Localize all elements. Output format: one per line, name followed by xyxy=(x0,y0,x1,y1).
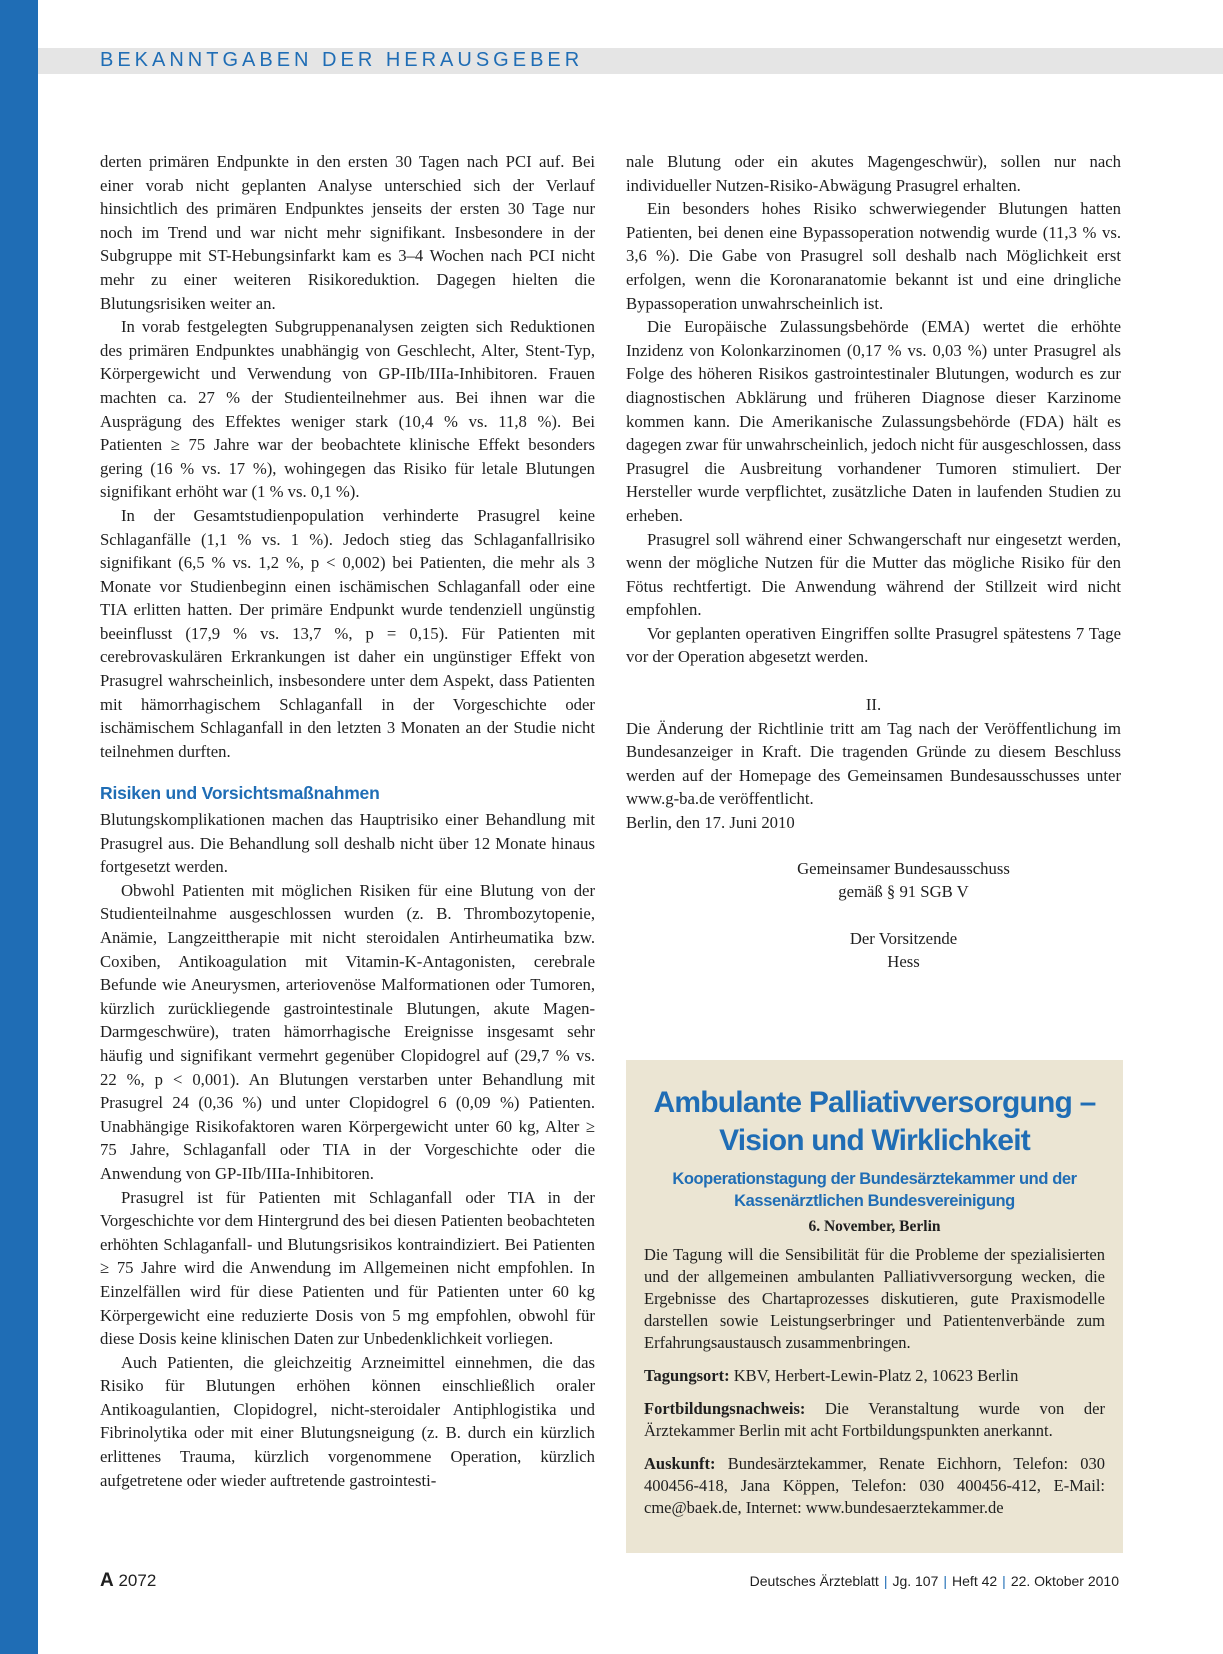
event-info xyxy=(644,1453,1105,1519)
section-heading: Risiken und Vorsichtsmaßnahmen xyxy=(100,783,380,804)
signature-block xyxy=(626,857,1121,974)
paragraph: Die Änderung der Richtlinie tritt am Tag nach der Veröffentlichung im Bundesanzeiger in Kraft. Die tragenden Gründe zu diesem Beschluss werden auf der Homepage des Gemeinsamen Bundesausschusses unter www.g-ba.de veröffentlicht. xyxy=(626,718,1121,809)
section-header-title: BEKANNTGABEN DER HERAUSGEBER xyxy=(100,49,584,71)
event-venue xyxy=(644,1365,1105,1387)
paragraph: Blutungskomplikationen machen das Hauptrisiko einer Behandlung mit Prasugrel aus. Die Behandlung soll deshalb nicht über 12 Monate hinaus fortgesetzt werden. xyxy=(100,810,595,877)
event-subtitle: Kooperationstagung der Bundesärztekammer und der Kassenärztlichen Bundesvereinigung xyxy=(672,1170,1077,1210)
paragraph: In der Gesamtstudienpopulation verhinderte Prasugrel keine Schlaganfälle (1,1 % vs. 1 %). Jedoch stieg das Schlaganfallrisiko signifikant (6,5 % vs. 1,2 %, p < 0,002) bei Patienten, die mehr als 3 Monate vor Studienbeginn einen ischämischen Schlaganfall oder eine TIA erlitten hatten. Der primäre Endpunkt wurde tendenziell ungünstig beeinflusst (17,9 % vs. 13,7 %, p = 0,15). Für Patienten mit cerebrovaskulären Erkrankungen ist daher ein ungünstiger Effekt von Prasugrel wahrscheinlich, insbesondere unter dem Aspekt, dass Patienten mit hämorrhagischem Schlaganfall in der Vorgeschichte oder ischämischem Schlaganfall in den letzten 3 Monaten an der Studie nicht teilnehmen durften. xyxy=(100,505,595,761)
section-number: II. xyxy=(865,695,882,715)
event-title-line: Ambulante Palliativversorgung – xyxy=(653,1086,1096,1119)
paragraph: Auch Patienten, die gleichzeitig Arzneimittel einnehmen, die das Risiko für Blutungen erhöhen können einschließlich oraler Antikoagulantien, Clopidogrel, nicht-steroidaler Antiphlogistika und Fibrinolytika oder mit einer Blutungsneigung (z. B. durch ein kürzlich erlittenes Trauma, kürzlich vorgenommene Operation, kürzlich aufgetretene oder wieder auftretende gastrointesti- xyxy=(100,1352,595,1490)
page-prefix: A xyxy=(100,1570,114,1591)
signature-line: Der Vorsitzende xyxy=(849,928,958,948)
event-announcement-box xyxy=(626,1060,1123,1553)
event-description: Die Tagung will die Sensibilität für die Probleme der spezialisierten und der allgemeinen ambulanten Palliativversorgung wecken, die Ergebnisse des Chartaprozesses diskutieren, gute Praxismodelle darstellen sowie Leistungserbringer und Patientenverbände zum Erfahrungsaustausch zusammenbringen. xyxy=(644,1245,1105,1352)
event-title xyxy=(626,1084,1123,1160)
side-accent-bar xyxy=(0,0,38,1654)
event-cme xyxy=(644,1398,1105,1442)
venue-text: KBV, Herbert-Lewin-Platz 2, 10623 Berlin xyxy=(733,1366,1019,1385)
event-title-line: Vision und Wirklichkeit xyxy=(719,1124,1030,1157)
journal-issue: Heft 42 xyxy=(952,1573,998,1589)
separator: | xyxy=(883,1573,888,1589)
signature-line: Hess xyxy=(887,952,920,972)
right-column xyxy=(626,150,1121,974)
separator: | xyxy=(943,1573,948,1589)
paragraph: In vorab festgelegten Subgruppenanalysen zeigten sich Reduktionen des primären Endpunktes unabhängig von Geschlecht, Alter, Stent-Typ, Körpergewicht und Verwendung von GP-IIb/IIIa-Inhibitoren. Frauen machten ca. 27 % der Studienteilnehmer aus. Bei ihnen war die Ausprägung des Effektes weniger stark (10,4 % vs. 11,8 %). Bei Patienten ≥ 75 Jahre war der beobachtete klinische Effekt besonders gering (16 % vs. 17 %), wohingegen das Risiko für letale Blutungen signifikant erhöht war (1 % vs. 0,1 %). xyxy=(100,317,595,502)
journal-date: 22. Oktober 2010 xyxy=(1010,1573,1119,1589)
left-column xyxy=(100,150,595,1492)
paragraph: Prasugrel ist für Patienten mit Schlaganfall oder TIA in der Vorgeschichte vor dem Hintergrund des bei diesen Patienten beobachteten erhöhten Schlaganfall- und Blutungsrisikos kontraindiziert. Bei Patienten ≥ 75 Jahre wird die Anwendung im Allgemeinen nicht empfohlen. In Einzelfällen wird für diese Patienten und für Patienten unter 60 kg Körpergewicht eine reduzierte Dosis von 5 mg empfohlen, obwohl für diese Dosis keine klinischen Daten zur Unbedenklichkeit vorliegen. xyxy=(100,1187,595,1349)
paragraph: Prasugrel soll während einer Schwangerschaft nur eingesetzt werden, wenn der mögliche Nutzen für die Mutter das mögliche Risiko für den Fötus rechtfertigt. Die Anwendung während der Stillzeit wird nicht empfohlen. xyxy=(626,529,1121,620)
page-number xyxy=(100,1570,156,1592)
paragraph: derten primären Endpunkte in den ersten 30 Tagen nach PCI auf. Bei einer vorab nicht geplanten Analyse unterschied sich der Verlauf hinsichtlich des primären Endpunktes jenseits der ersten 30 Tage nur noch im Trend und war nicht mehr signifikant. Insbesondere in der Subgruppe mit ST-Hebungsinfarkt kam es 3–4 Wochen nach PCI nicht mehr zu einer weiteren Risikoreduktion. Dagegen hielten die Blutungsrisiken weiter an. xyxy=(100,152,595,313)
signature-line: Gemeinsamer Bundesausschuss xyxy=(797,858,1010,878)
cme-text: Die Veranstaltung wurde von der Ärztekammer Berlin mit acht Fortbildungspunkten anerkannt. xyxy=(644,1399,1105,1440)
journal-name: Deutsches Ärzteblatt xyxy=(749,1573,879,1589)
paragraph: Obwohl Patienten mit möglichen Risiken für eine Blutung von der Studienteilnahme ausgeschlossen wurden (z. B. Thrombozytopenie, Anämie, Langzeittherapie mit nicht steroidalen Antirheumatika bzw. Coxiben, Antikoagulation mit Vitamin-K-Antagonisten, cerebrale Befunde wie Aneurysmen, arteriovenöse Malformationen oder Tumoren, kürzlich zurückliegende gastrointestinale Blutungen, akute Magen-Darmgeschwüre), traten hämorrhagische Ereignisse insgesamt sehr häufig und signifikant vermehrt gegenüber Clopidogrel auf (29,7 % vs. 22 %, p < 0,001). An Blutungen verstarben unter Behandlung mit Prasugrel 24 (0,36 %) und unter Clopidogrel 6 (0,09 %) Patienten. Unabhängige Risikofaktoren waren Körpergewicht unter 60 kg, Alter ≥ 75 Jahre, Schlaganfall oder TIA in der Vorgeschichte oder die Anwendung von GP-IIb/IIIa-Inhibitoren. xyxy=(100,880,595,1183)
page-number-value: 2072 xyxy=(118,1571,157,1590)
section-header xyxy=(38,48,1223,74)
event-date: 6. November, Berlin xyxy=(808,1218,941,1235)
paragraph: nale Blutung oder ein akutes Magengeschwür), sollen nur nach individueller Nutzen-Risiko-Abwägung Prasugrel erhalten. xyxy=(626,152,1121,195)
venue-label: Tagungsort: xyxy=(644,1366,730,1385)
event-body xyxy=(644,1244,1105,1519)
paragraph: Die Europäische Zulassungsbehörde (EMA) wertet die erhöhte Inzidenz von Kolonkarzinomen (0,17 % vs. 0,03 %) unter Prasugrel als Folge des höheren Risikos gastrointestinaler Blutungen, wodurch es zur diagnostischen Abklärung und früheren Diagnose dieser Karzinome kommen kann. Die Amerikanische Zulassungsbehörde (FDA) hält es dagegen zwar für unwahrscheinlich, jedoch nicht für ausgeschlossen, dass Prasugrel die Ausbreitung vorhandener Tumoren stimuliert. Der Hersteller wurde verpflichtet, zusätzliche Daten in laufenden Studien zu erheben. xyxy=(626,317,1121,525)
journal-info xyxy=(750,1573,1119,1589)
info-label: Auskunft: xyxy=(644,1454,716,1473)
separator: | xyxy=(1002,1573,1006,1589)
paragraph: Vor geplanten operativen Eingriffen sollte Prasugrel spätestens 7 Tage vor der Operation abgesetzt werden. xyxy=(626,623,1121,667)
cme-label: Fortbildungsnachweis: xyxy=(644,1399,806,1418)
info-text: Bundesärztekammer, Renate Eichhorn, Telefon: 030 400456-418, Jana Köppen, Telefon: 030 400456-412, E-Mail: cme@baek.de, Internet: www.bundesaerztekammer.de xyxy=(644,1454,1105,1517)
dateline: Berlin, den 17. Juni 2010 xyxy=(626,813,795,833)
journal-volume: Jg. 107 xyxy=(892,1573,939,1589)
paragraph: Ein besonders hohes Risiko schwerwiegender Blutungen hatten Patienten, bei denen eine Bypassoperation notwendig wurde (11,3 % vs. 3,6 %). Die Gabe von Prasugrel soll deshalb nach Möglichkeit erst erfolgen, wenn die Koronaranatomie bekannt ist und eine dringliche Bypassoperation unwahrscheinlich ist. xyxy=(626,199,1121,313)
signature-line: gemäß § 91 SGB V xyxy=(838,882,969,902)
